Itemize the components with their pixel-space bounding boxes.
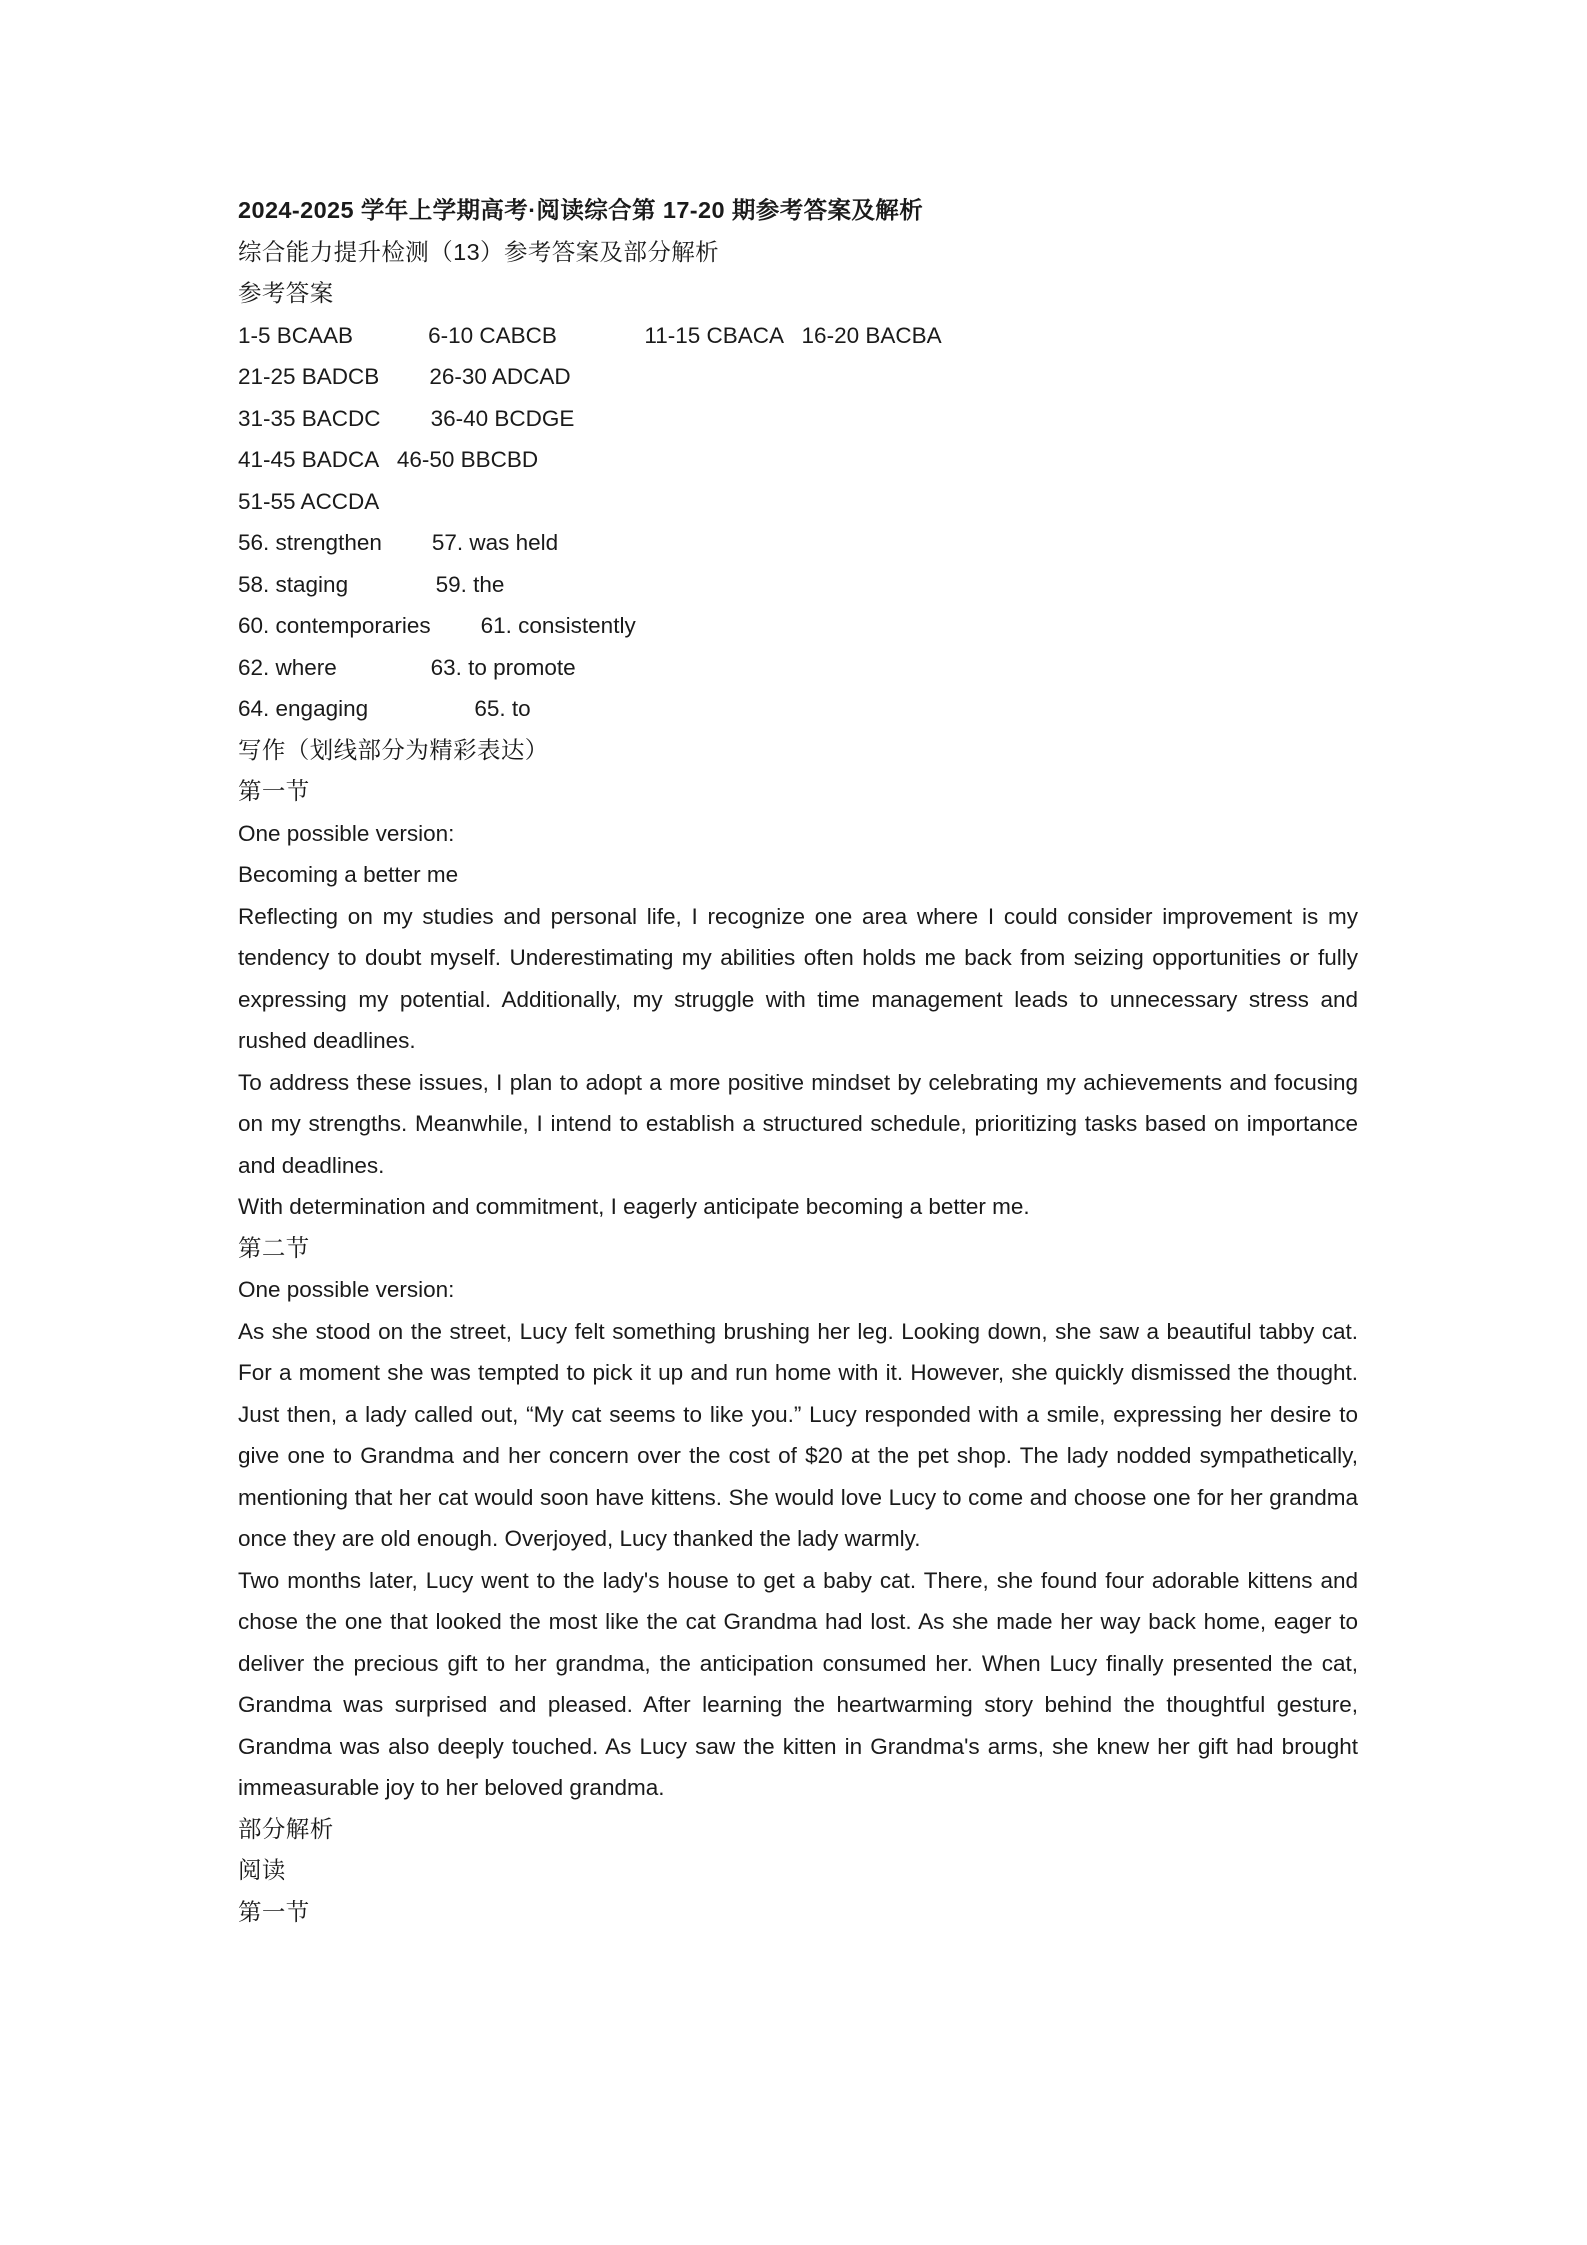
document-body [238,190,1358,1933]
part-two-paragraph: Two months later, Lucy went to the lady's house to get a baby cat. There, she found four adorable kittens and chose the one that looked the most like the cat Grandma had lost. As she made her way back home, eager to deliver the precious gift to her grandma, the anticipation consumed her. When Lucy finally presented the cat, Grandma was surprised and pleased. After learning the heartwarming story behind the thoughtful gesture, Grandma was also deeply touched. As Lucy saw the kitten in Grandma's arms, she knew her gift had brought immeasurable joy to her beloved grandma. [238,1567,1358,1800]
analysis-heading: 部分解析 [238,1815,334,1842]
part-two-version-label: One possible version: [238,1277,455,1302]
part-one-heading: 第一节 [238,778,310,804]
answer-row: 31-35 BACDC 36-40 BCDGE [238,405,575,431]
answers-heading: 参考答案 [238,280,334,306]
answer-row: 56. strengthen 57. was held [238,530,559,555]
part-one-title: Becoming a better me [238,862,459,887]
part-two-paragraph: As she stood on the street, Lucy felt something brushing her leg. Looking down, she saw a beautiful tabby cat. For a moment she was tempted to pick it up and run home with it. However, she quickly dismissed the thought. Just then, a lady called out, “My cat seems to like you.” Lucy responded with a smile, expressing her desire to give one to Grandma and her concern over the cost of $20 at the pet shop. The lady nodded sympathetically, mentioning that her cat would soon have kittens. She would love Lucy to come and choose one for her grandma once they are old enough. Overjoyed, Lucy thanked the lady warmly. [238,1318,1358,1551]
writing-heading: 写作（划线部分为精彩表达） [238,736,549,763]
document-title: 2024-2025 学年上学期高考·阅读综合第 17-20 期参考答案及解析 [238,197,924,223]
document-subtitle: 综合能力提升检测（13）参考答案及部分解析 [238,238,720,265]
answer-row: 41-45 BADCA 46-50 BBCBD [238,447,539,472]
part-one-version-label: One possible version: [238,820,455,846]
answer-row: 60. contemporaries 61. consistently [238,613,636,638]
answer-row: 62. where 63. to promote [238,654,576,680]
answer-row: 58. staging 59. the [238,571,505,597]
answer-row: 1-5 BCAAB 6-10 CABCB 11-15 CBACA 16-20 BACBA [238,322,942,348]
answer-row: 51-55 ACCDA [238,488,380,514]
answer-row: 21-25 BADCB 26-30 ADCAD [238,364,571,389]
part-one-paragraph: With determination and commitment, I eagerly anticipate becoming a better me. [238,1194,1030,1219]
part-one-paragraph: Reflecting on my studies and personal life, I recognize one area where I could consider improvement is my tendency to doubt myself. Underestimating my abilities often holds me back from seizing opportunities or fully expressing my potential. Additionally, my struggle with time management leads to unnecessary stress and rushed deadlines. [238,903,1358,1053]
analysis-sub-heading: 阅读 [238,1857,286,1883]
part-one-paragraph: To address these issues, I plan to adopt a more positive mindset by celebrating my achievements and focusing on my strengths. Meanwhile, I intend to establish a structured schedule, prioritizing tasks based on importance and deadlines. [238,1069,1358,1178]
analysis-part-one-heading: 第一节 [238,1898,310,1925]
answer-row: 64. engaging 65. to [238,696,531,721]
part-two-heading: 第二节 [238,1234,310,1261]
